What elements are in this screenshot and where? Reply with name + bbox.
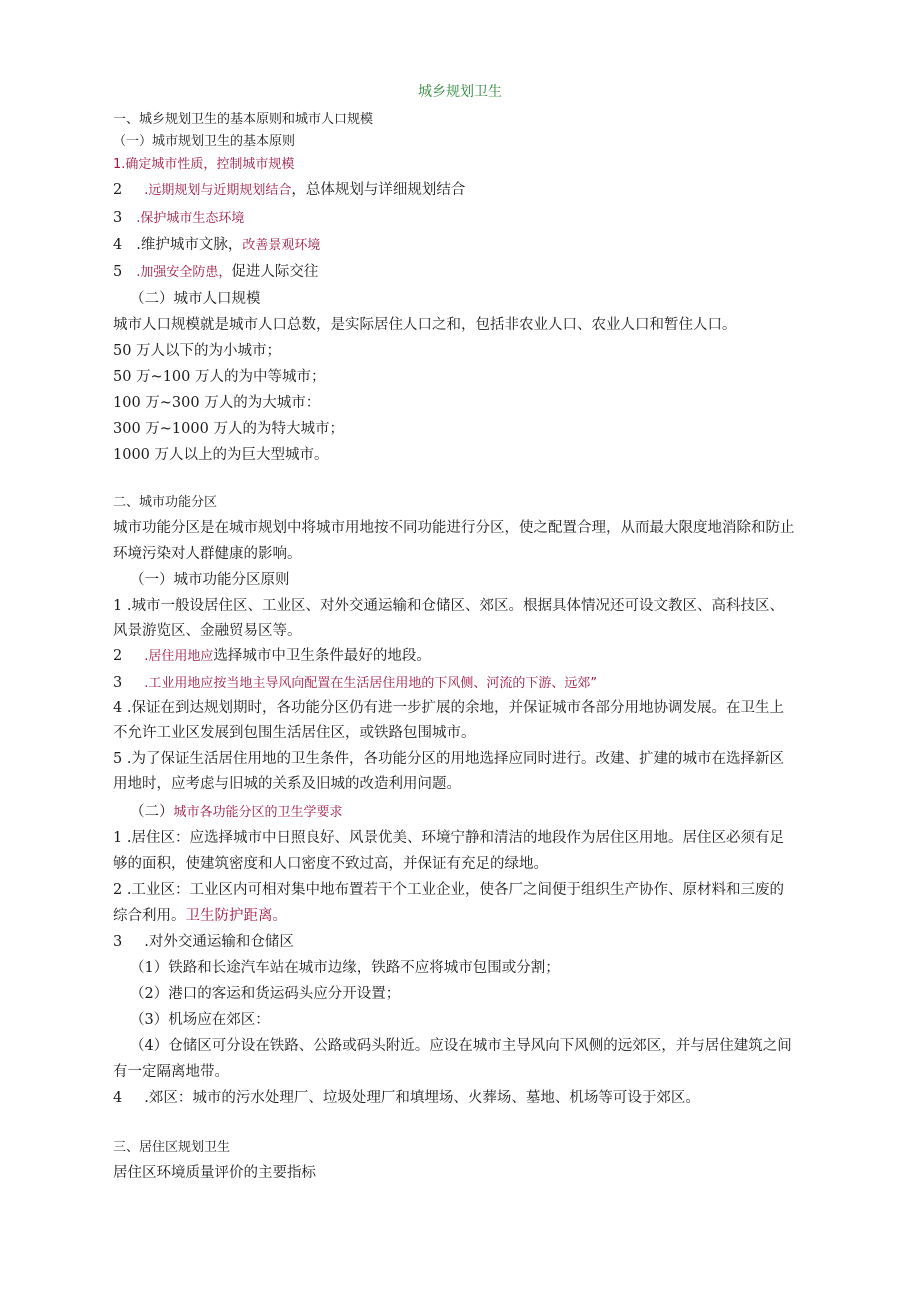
population-definition: 城市人口规模就是城市人口总数，是实际居住人口之和，包括非农业人口、农业人口和暂住人口。 [113,317,737,333]
section-1-heading: 一、城乡规划卫生的基本原则和城市人口规模 [113,112,374,127]
zone-requirement-2-line-2 [113,907,843,925]
residential-indicators: 居住区环境质量评价的主要指标 [113,1165,316,1181]
principle-4-text: .维护城市文脉， [136,237,243,253]
section-2-subheading-1: （一）城市功能分区原则 [130,572,290,588]
section-2-subheading-2-prefix: （二） [130,804,174,820]
principle-2-text: ，总体规划与详细规划结合 [291,182,466,198]
zoning-principle-1-line-1: 1 .城市一般设居住区、工业区、对外交通运输和仓储区、郊区。根据具体情况还可设文教区、高科技区、 [113,598,784,614]
transport-item-4-line-2: 有一定隔离地带。 [113,1064,229,1080]
population-tier-2: 50 万~100 万人的为中等城市； [113,369,326,385]
principle-3-highlight: .保护城市生态环境 [136,211,245,226]
population-tier-1: 50 万人以下的为小城市； [113,343,282,359]
section-2-subheading-2-highlight: 城市各功能分区的卫生学要求 [173,805,343,820]
principle-2-number: 2 [113,182,123,198]
zoning-principle-2-number: 2 [113,648,123,664]
zoning-principle-5-line-1: 5 .为了保证生活居住用地的卫生条件，各功能分区的用地选择应同时进行。改建、扩建的城市在选择新区 [113,751,784,767]
zone-requirement-4-number: 4 [113,1090,123,1106]
principle-5 [113,263,843,282]
page-title: 城乡规划卫生 [418,84,502,100]
principle-3 [113,209,843,228]
zone-requirement-4-text: .郊区：城市的污水处理厂、垃圾处理厂和填埋场、火葬场、墓地、机场等可设于郊区。 [144,1090,700,1106]
zone-requirement-4 [113,1089,843,1107]
transport-item-2: （2）港口的客运和货运码头应分开设置； [130,986,401,1002]
population-tier-3: 100 万~300 万人的为大城市： [113,395,321,411]
zoning-principle-4-line-2: 不允许工业区发展到包围生活居住区，或铁路包围城市。 [113,725,476,741]
principle-4-number: 4 [113,237,123,253]
principle-4 [113,236,843,255]
principle-5-highlight: .加强安全防患， [136,265,232,280]
zoning-principle-2 [113,647,843,666]
zone-requirement-1-line-1: 1 .居住区：应选择城市中日照良好、风景优美、环境宁静和清洁的地段作为居住区用地。居住区必须有足 [113,830,784,846]
zone-requirement-3-number: 3 [113,934,123,950]
zoning-principle-4-line-1: 4 .保证在到达规划期时，各功能分区仍有进一步扩展的余地，并保证城市各部分用地协调发展。在卫生上 [113,700,784,716]
zoning-principle-5-line-2: 用地时，应考虑与旧城的关系及旧城的改造利用问题。 [113,776,461,792]
transport-item-4-line-1: （4）仓储区可分设在铁路、公路或码头附近。应设在城市主导风向下风侧的远郊区，并与居住建筑之间 [130,1038,792,1054]
zoning-principle-2-highlight: .居住用地应 [144,649,214,664]
zoning-principle-2-text: 选择城市中卫生条件最好的地段。 [213,648,431,664]
principle-3-number: 3 [113,210,123,226]
principle-4-highlight: 改善景观环境 [242,238,321,253]
section-2-subheading-2 [130,803,860,822]
principle-2-highlight: .远期规划与近期规划结合 [144,183,292,198]
principle-1: 1.确定城市性质，控制城市规模 [113,157,295,172]
zoning-principle-1-line-2: 风景游览区、金融贸易区等。 [113,623,302,639]
zone-requirement-1-line-2: 够的面积，使建筑密度和人口密度不致过高，并保证有充足的绿地。 [113,856,548,872]
zone-requirement-3 [113,933,843,951]
zoning-principle-3-highlight: .工业用地应按当地主导风向配置在生活居住用地的下风侧、河流的下游、远郊” [144,676,598,691]
zoning-intro-line-2: 环境污染对人群健康的影响。 [113,546,302,562]
principle-2 [113,181,843,200]
principle-5-text: 促进人际交往 [231,264,319,280]
zone-requirement-2-text: 综合利用。 [113,908,186,924]
zone-requirement-3-text: .对外交通运输和仓储区 [144,934,294,950]
zoning-principle-3 [113,674,843,693]
principle-5-number: 5 [113,264,123,280]
population-tier-4: 300 万~1000 万人的为特大城市； [113,421,344,437]
section-1-subheading-1: （一）城市规划卫生的基本原则 [113,134,296,149]
zone-requirement-2-highlight: 卫生防护距离。 [185,908,287,924]
zoning-intro-line-1: 城市功能分区是在城市规划中将城市用地按不同功能进行分区，使之配置合理，从而最大限度地消除和防止 [113,520,795,536]
zone-requirement-2-line-1: 2 .工业区：工业区内可相对集中地布置若干个工业企业，使各厂之间便于组织生产协作、原材料和三废的 [113,882,784,898]
section-2-heading: 二、城市功能分区 [113,495,218,510]
population-tier-5: 1000 万人以上的为巨大型城市。 [113,447,329,463]
zoning-principle-3-number: 3 [113,675,123,691]
transport-item-3: （3）机场应在郊区： [130,1012,270,1028]
section-1-subheading-2: （二）城市人口规模 [130,291,261,307]
section-3-heading: 三、居住区规划卫生 [113,1140,231,1155]
transport-item-1: （1）铁路和长途汽车站在城市边缘，铁路不应将城市包围或分割； [130,960,560,976]
